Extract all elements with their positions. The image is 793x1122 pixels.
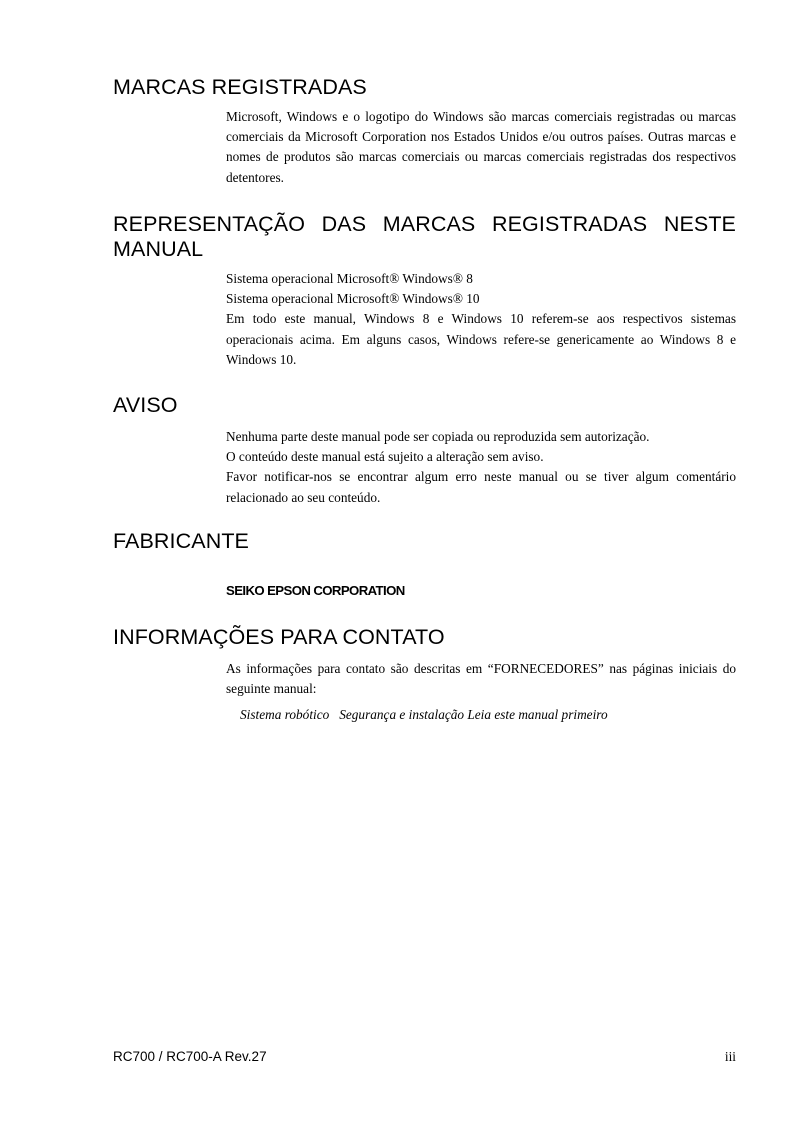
trademark-notation-body bbox=[226, 269, 736, 370]
heading-trademark-notation: REPRESENTAÇÃO DAS MARCAS REGISTRADAS NESTE MANUAL bbox=[113, 212, 736, 261]
heading-trademarks: MARCAS REGISTRADAS bbox=[113, 75, 367, 99]
trademarks-paragraph: Microsoft, Windows e o logotipo do Windows são marcas comerciais registradas ou marcas comerciais da Microsoft Corporation nos Estados Unidos e/ou outros países. Outras marcas e nomes de produtos são marcas comerciais ou marcas comerciais registradas dos respectivos detentores. bbox=[226, 109, 736, 185]
heading-notice: AVISO bbox=[113, 393, 178, 417]
notice-line-2: O conteúdo deste manual está sujeito a alteração sem aviso. bbox=[226, 449, 544, 465]
heading-contact: INFORMAÇÕES PARA CONTATO bbox=[113, 625, 445, 649]
section-trademarks bbox=[113, 75, 736, 188]
contact-paragraph: As informações para contato são descritas em “FORNECEDORES” nas páginas iniciais do seguinte manual: bbox=[226, 661, 736, 697]
notice-paragraph: Favor notificar-nos se encontrar algum erro neste manual ou se tiver algum comentário relacionado ao seu conteúdo. bbox=[226, 469, 736, 505]
trademark-notation-line-2: Sistema operacional Microsoft® Windows® 10 bbox=[226, 291, 480, 307]
section-manufacturer bbox=[113, 529, 736, 600]
heading-manufacturer: FABRICANTE bbox=[113, 529, 249, 553]
trademark-notation-paragraph: Em todo este manual, Windows 8 e Windows 10 referem-se aos respectivos sistemas operacionais acima. Em alguns casos, Windows refere-se genericamente ao Windows 8 e Windows 10. bbox=[226, 311, 736, 367]
trademark-notation-line-1: Sistema operacional Microsoft® Windows® 8 bbox=[226, 271, 473, 286]
section-trademark-notation bbox=[113, 212, 736, 370]
section-notice bbox=[113, 393, 736, 508]
notice-line-1: Nenhuma parte deste manual pode ser copiada ou reproduzida sem autorização. bbox=[226, 429, 650, 444]
contact-body bbox=[226, 659, 736, 699]
footer-page-number: iii bbox=[724, 1049, 736, 1064]
section-contact bbox=[113, 625, 736, 725]
notice-body bbox=[226, 427, 736, 508]
footer-model: RC700 / RC700-A Rev.27 bbox=[113, 1049, 267, 1064]
trademarks-body bbox=[226, 107, 736, 188]
contact-manual-title: Sistema robótico Segurança e instalação Leia este manual primeiro bbox=[240, 707, 608, 723]
manufacturer-name: SEIKO EPSON CORPORATION bbox=[226, 583, 405, 598]
